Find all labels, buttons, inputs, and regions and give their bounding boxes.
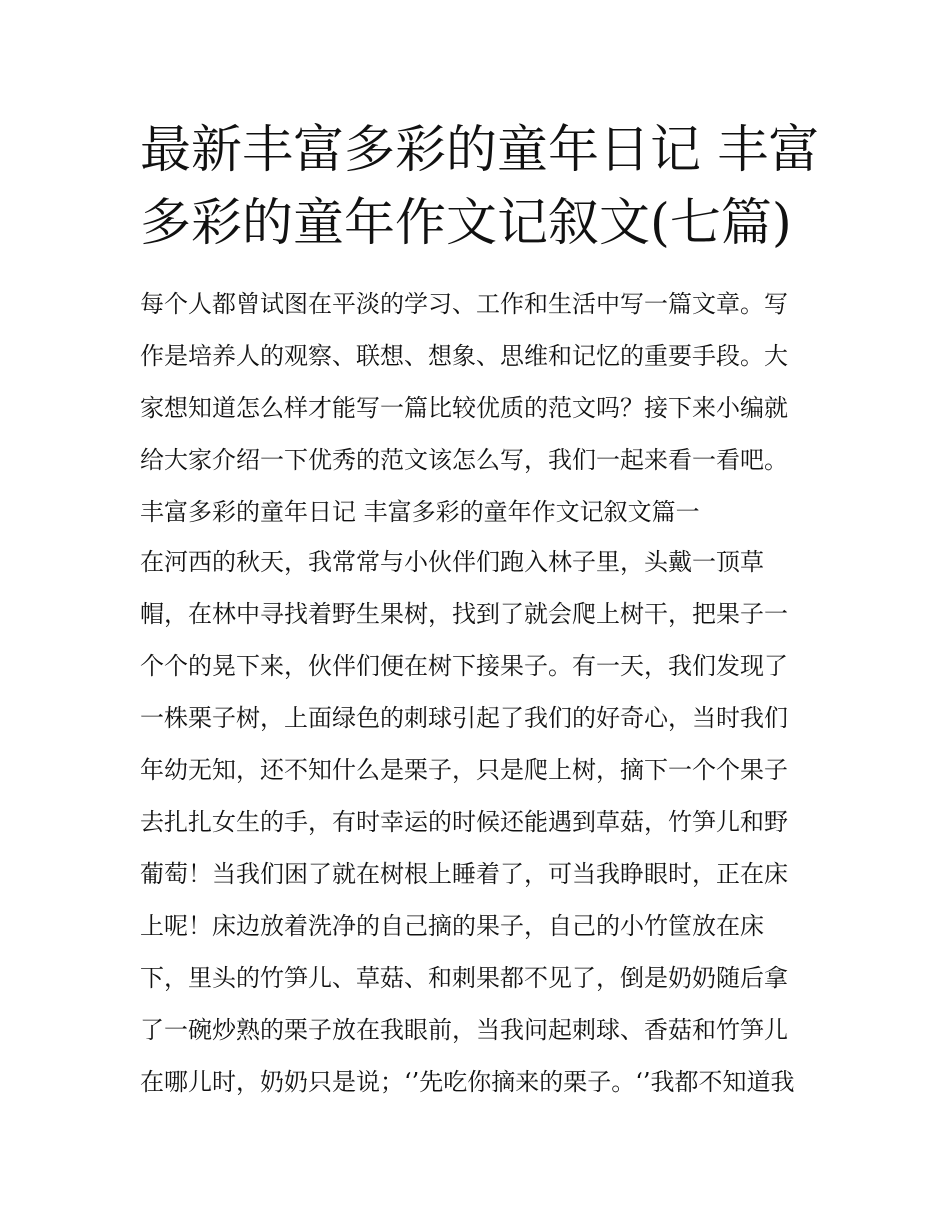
document-body [140, 278, 820, 1108]
paragraph-line: 年幼无知，还不知什么是栗子，只是爬上树，摘下一个个果子 [140, 756, 788, 784]
paragraph-line: 上呢！床边放着洗净的自己摘的果子，自己的小竹筐放在床 [140, 912, 764, 940]
paragraph-line: 帽，在林中寻找着野生果树，找到了就会爬上树干，把果子一 [140, 600, 788, 628]
section-heading: 丰富多彩的童年日记 丰富多彩的童年作文记叙文篇一 [140, 498, 700, 526]
paragraph-line: 在哪儿时，奶奶只是说；‘’先吃你摘来的栗子。‘’我都不知道我 [140, 1068, 795, 1096]
intro-line: 作是培养人的观察、联想、想象、思维和记忆的重要手段。大 [140, 342, 788, 370]
paragraph-line: 个个的晃下来，伙伴们便在树下接果子。有一天，我们发现了 [140, 652, 788, 680]
intro-line: 每个人都曾试图在平淡的学习、工作和生活中写一篇文章。写 [140, 290, 788, 318]
document-title [140, 114, 820, 260]
paragraph-line: 去扎扎女生的手，有时幸运的时候还能遇到草菇，竹笋儿和野 [140, 808, 788, 836]
paragraph-line: 一株栗子树，上面绿色的刺球引起了我们的好奇心，当时我们 [140, 704, 788, 732]
paragraph-line: 了一碗炒熟的栗子放在我眼前，当我问起刺球、香菇和竹笋儿 [140, 1016, 788, 1044]
title-line: 最新丰富多彩的童年日记 丰富 [140, 121, 820, 180]
intro-line: 给大家介绍一下优秀的范文该怎么写，我们一起来看一看吧。 [140, 446, 788, 474]
intro-line: 家想知道怎么样才能写一篇比较优质的范文吗？接下来小编就 [140, 394, 788, 422]
paragraph-line: 在河西的秋天，我常常与小伙伴们跑入林子里，头戴一顶草 [140, 548, 764, 576]
paragraph-line: 下，里头的竹笋儿、草菇、和刺果都不见了，倒是奶奶随后拿 [140, 964, 788, 992]
paragraph-line: 葡萄！当我们困了就在树根上睡着了，可当我睁眼时，正在床 [140, 860, 788, 888]
title-line: 多彩的童年作文记叙文(七篇) [140, 194, 792, 253]
